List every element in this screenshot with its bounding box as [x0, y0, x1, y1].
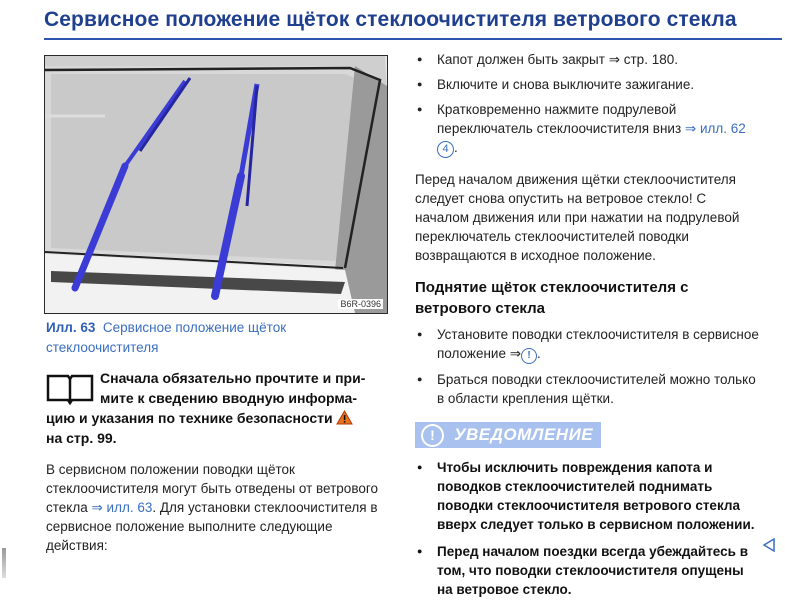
bullet-text: Браться поводки стеклоочистителей можно только в области крепления щётки. [437, 372, 756, 406]
ref-circle-4: 4 [437, 141, 454, 158]
left-para-text-end: . Для установки стеклоочистителя в сервисное положение выполните следующие действия: [46, 500, 378, 553]
right-column [415, 50, 760, 607]
caption-label: Илл. 63 [46, 320, 96, 335]
notice-item-1: ● Чтобы исключить повреждения капота и поводков стеклоочистителей поднимать поводки стеклоочистителя ветрового стекла вверх следует только в сервисном положении. [415, 458, 760, 534]
note-line-3: цию и указания по технике безопасности [46, 410, 333, 426]
left-para-text: В сервисном положении поводки щёток стеклоочистителя могут быть отведены от ветрового стекла [46, 462, 378, 515]
note-line-4: на стр. 99. [46, 430, 117, 446]
bullet-service-position [415, 325, 760, 364]
link-ill-62[interactable]: ⇒ илл. 62 [684, 121, 746, 136]
bullet-hood-closed [415, 50, 760, 69]
note-line-2: мите к сведению вводную информа- [100, 390, 358, 406]
subheading-lifting: Поднятие щёток стеклоочистителя с ветрового стекла [415, 279, 689, 317]
read-first-note [46, 368, 391, 448]
figure-caption [46, 318, 386, 358]
bullet-hold-arm [415, 370, 760, 408]
note-line-1: Сначала обязательно прочтите и при- [100, 370, 366, 386]
bullet-press-switch [415, 100, 760, 158]
notice-exclamation-icon: ! [421, 424, 444, 447]
service-position-paragraph [46, 460, 391, 555]
title-rule [44, 38, 782, 40]
link-ill-63[interactable]: ⇒ илл. 63 [91, 500, 153, 515]
figure-code: B6R-0396 [340, 299, 381, 309]
bullet-text: Установите поводки стеклоочистителя в сервисное положение ⇒ [437, 327, 759, 361]
wiper-illustration [44, 55, 388, 314]
bullet-text: Капот должен быть закрыт ⇒ стр. 180. [437, 52, 678, 67]
page-title: Сервисное положение щёток стеклоочистителя ветрового стекла [44, 8, 737, 31]
caption-text: Сервисное положение щёток стеклоочистителя [46, 320, 287, 355]
before-driving-paragraph: Перед началом движения щётки стеклоочистителя следует снова опустить на ветровое стекло! С началом движения или при нажатии на подрулевой переключатель стеклоочистителей поводки возвращаются в исходное положение. [415, 172, 740, 263]
bullet-ignition [415, 75, 760, 94]
warning-triangle-icon [336, 410, 353, 425]
notice-ref-icon[interactable]: ! [521, 348, 537, 364]
wiper-drawing [45, 56, 387, 313]
notice-item-2: ● Перед началом поездки всегда убеждайтесь в том, что поводки стеклоочистителя опущены на ветровое стекло. [415, 542, 760, 599]
notice-banner [415, 422, 601, 448]
bullet-tail: . [454, 140, 458, 155]
bullet-tail: . [537, 346, 541, 361]
next-page-arrow-icon[interactable] [763, 538, 775, 552]
margin-mark [2, 548, 6, 578]
book-icon [46, 370, 94, 406]
bullet-text: Включите и снова выключите зажигание. [437, 77, 695, 92]
bullet-text: Кратковременно нажмите подрулевой переключатель стеклоочистителя вниз [437, 102, 685, 136]
notice-label: УВЕДОМЛЕНИЕ [454, 425, 594, 444]
